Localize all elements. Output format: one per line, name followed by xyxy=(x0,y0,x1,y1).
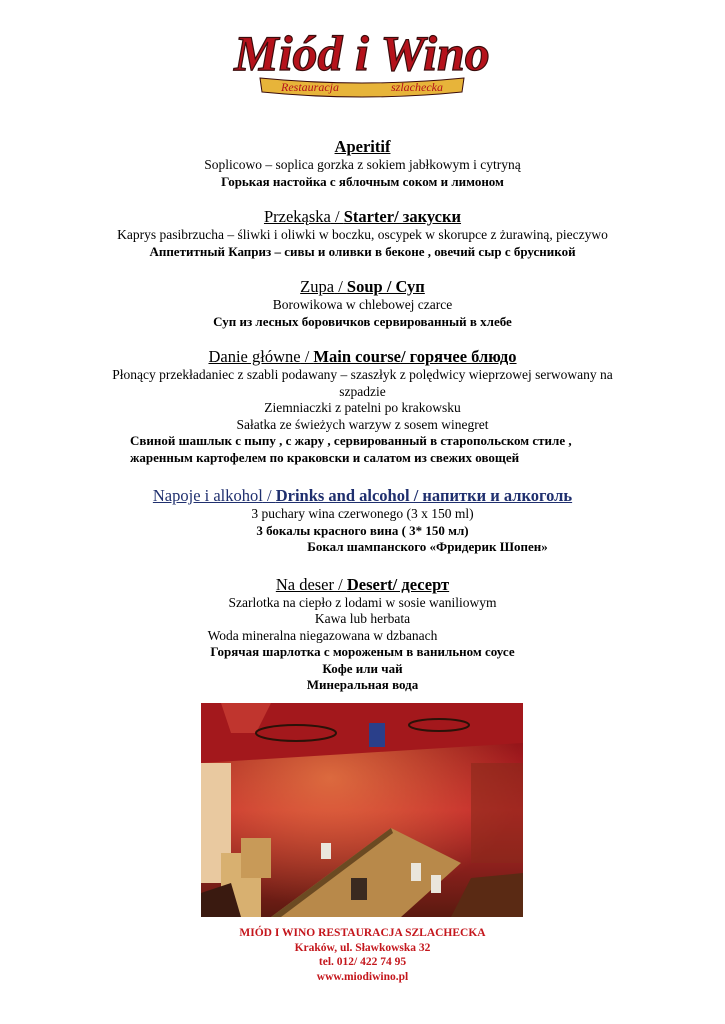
item-pl: Kawa lub herbata xyxy=(314,611,411,626)
interior-illustration xyxy=(201,703,523,917)
section-title: Przekąska / Starter/ закуски xyxy=(263,207,462,226)
footer-address: Kraków, ul. Sławkowska 32 xyxy=(294,941,431,954)
logo-sub-text-2: szlachecka xyxy=(391,80,443,94)
section-title: Na deser / Desert/ десерт xyxy=(275,574,450,594)
section-main-course xyxy=(40,347,685,466)
section-drinks xyxy=(40,486,685,556)
item-pl: Soplicowo – soplica gorzka z sokiem jabłkowym i cytryną xyxy=(204,157,521,172)
section-dessert xyxy=(40,575,685,694)
item-ru: Минеральная вода xyxy=(306,677,419,692)
footer-restaurant-name: MIÓD I WINO RESTAURACJA SZLACHECKA xyxy=(239,927,486,939)
item-ru: 3 бокалы красного вина ( 3* 150 мл) xyxy=(256,522,469,538)
item-pl: szpadzie xyxy=(339,383,386,399)
section-soup xyxy=(40,277,685,330)
logo-main-text: Miód i Wino xyxy=(234,25,490,81)
item-pl: 3 puchary wina czerwonego (3 x 150 ml) xyxy=(251,506,474,521)
footer-phone: tel. 012/ 422 74 95 xyxy=(318,956,407,968)
footer-website[interactable]: www.miodiwino.pl xyxy=(316,970,409,983)
item-ru: Кофе или чай xyxy=(322,660,403,676)
heraldic-shield xyxy=(369,723,385,747)
item-pl: Szarlotka na ciepło z lodami w sosie waniliowym xyxy=(228,594,497,610)
item-pl: Sałatka ze świeżych warzyw z sosem winegret xyxy=(236,416,489,432)
section-starter xyxy=(40,207,685,260)
item-ru: Свиной шашлык с пыпу , с жару , сервированный в старопольском стиле , xyxy=(130,433,572,448)
item-ru: Горячая шарлотка с мороженым в ванильном соусе xyxy=(210,644,515,659)
item-pl: Płonący przekładaniec z szabli podawany – szaszłyk z polędwicy wieprzowej serwowany na xyxy=(112,367,613,382)
logo-graphic xyxy=(232,22,492,102)
item-ru: Горькая настойка с яблочным соком и лимоном xyxy=(221,173,504,189)
section-aperitif xyxy=(40,137,685,190)
section-title: Zupa / Soup / Суп xyxy=(300,277,425,296)
section-title: Napoje i alkohol / Drinks and alcohol / напитки и алкоголь xyxy=(152,486,573,505)
item-pl: Borowikowa w chlebowej czarce xyxy=(272,297,453,312)
restaurant-interior-photo xyxy=(201,703,523,917)
item-pl: Kaprys pasibrzucha – śliwki i oliwki w boczku, oscypek w skorupce z żurawiną, pieczywo xyxy=(117,227,608,242)
section-title: Aperitif xyxy=(334,137,391,156)
item-pl: Ziemniaczki z patelni po krakowsku xyxy=(264,400,461,415)
item-ru: Аппетитный Каприз – сивы и оливки в беконе , овечий сыр с брусникой xyxy=(149,243,576,259)
section-title: Danie główne / Main course/ горячее блюдо xyxy=(208,347,517,366)
logo-sub-text-1: Restauracja xyxy=(281,80,339,94)
restaurant-logo xyxy=(232,22,492,102)
item-pl: Woda mineralna niegazowana w dzbanach xyxy=(207,627,438,643)
menu-body xyxy=(40,137,685,694)
footer xyxy=(0,926,725,984)
item-ru: жаренным картофелем по краковски и салатом из свежих овощей xyxy=(130,449,520,465)
item-ru: Суп из лесных боровичков сервированный в хлебе xyxy=(213,313,512,329)
item-ru: Бокал шампанского «Фридерик Шопен» xyxy=(307,539,548,554)
